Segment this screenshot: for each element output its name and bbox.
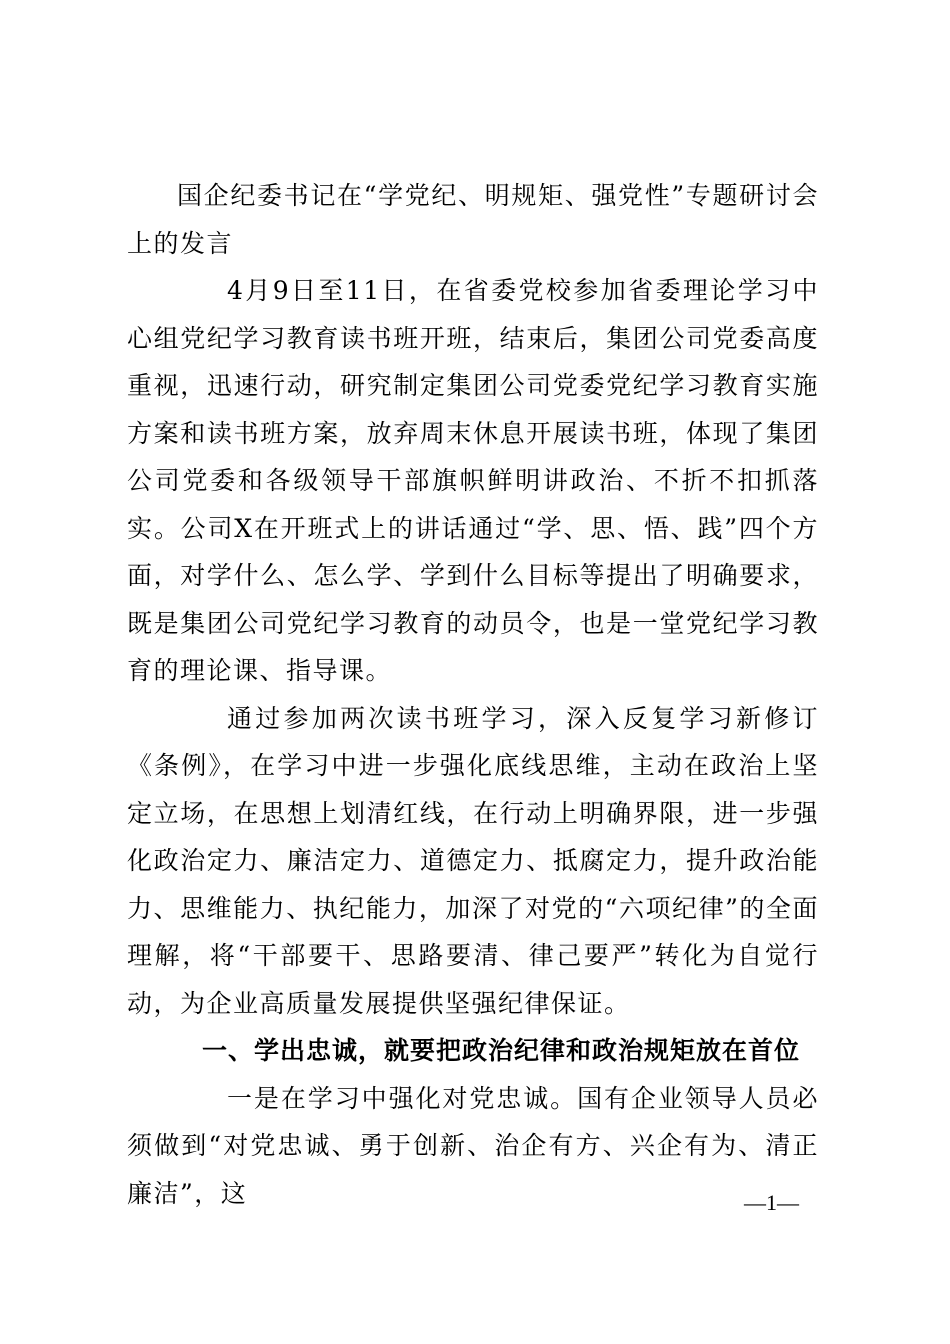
page-number: —1—	[744, 1190, 799, 1215]
document-body	[127, 172, 819, 1217]
document-title: 国企纪委书记在“学党纪、明规矩、强党性”专题研讨会上的发言	[127, 181, 819, 258]
section-paragraph: 一是在学习中强化对党忠诚。国有企业领导人员必须做到“对党忠诚、勇于创新、治企有方、兴企有为、清正廉洁”，这	[127, 1083, 819, 1208]
section-heading: 一、学出忠诚，就要把政治纪律和政治规矩放在首位	[202, 1036, 801, 1065]
paragraph-1: 4月9日至11日，在省委党校参加省委理论学习中心组党纪学习教育读书班开班，结束后，集团公司党委高度重视，迅速行动，研究制定集团公司党委党纪学习教育实施方案和读书班方案，放弃周末休息开展读书班，体现了集团公司党委和各级领导干部旗帜鲜明讲政治、不折不扣抓落实。公司X在开班式上的讲话通过“学、思、悟、践”四个方面，对学什么、怎么学、学到什么目标等提出了明确要求，既是集团公司党纪学习教育的动员令，也是一堂党纪学习教育的理论课、指导课。	[127, 276, 819, 685]
paragraph-2: 通过参加两次读书班学习，深入反复学习新修订《条例》，在学习中进一步强化底线思维，主动在政治上坚定立场，在思想上划清红线，在行动上明确界限，进一步强化政治定力、廉洁定力、道德定力、抵腐定力，提升政治能力、思维能力、执纪能力，加深了对党的“六项纪律”的全面理解，将“干部要干、思路要清、律己要严”转化为自觉行动，为企业高质量发展提供坚强纪律保证。	[127, 703, 819, 1018]
